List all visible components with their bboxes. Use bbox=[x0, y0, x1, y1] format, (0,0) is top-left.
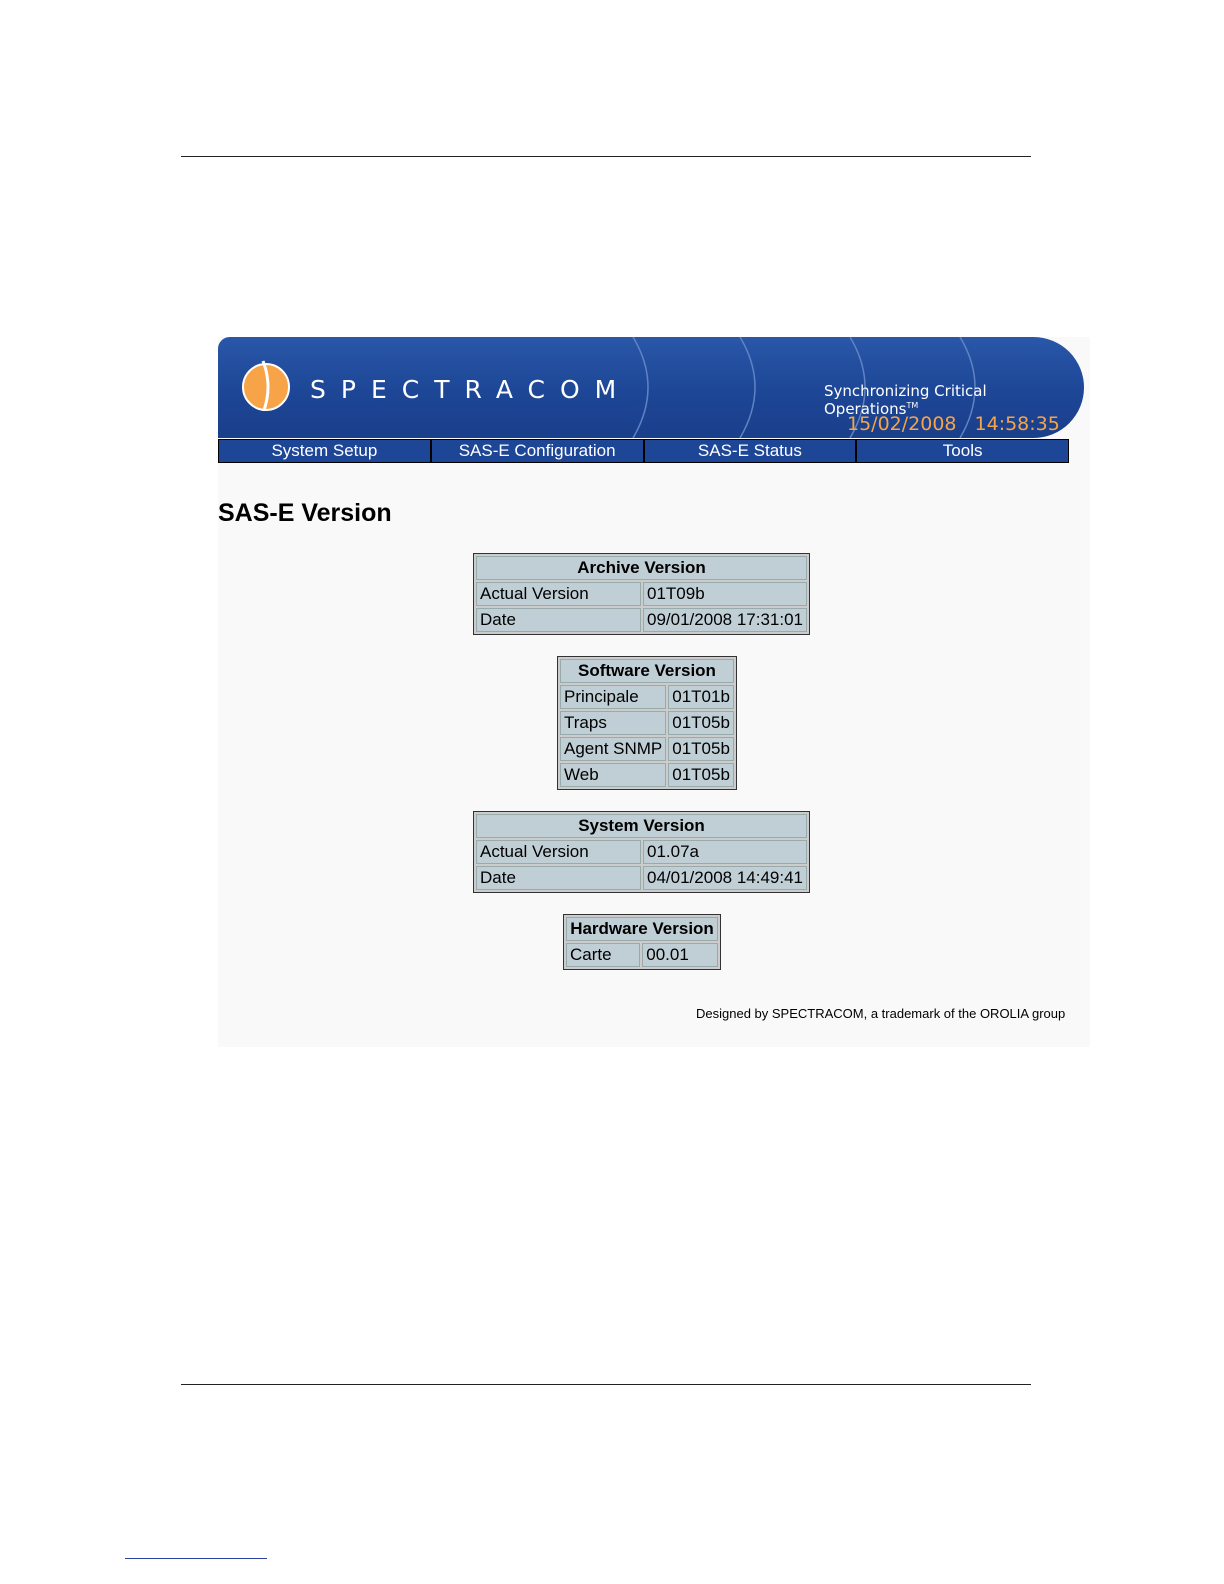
trademark-mark: TM bbox=[906, 401, 919, 410]
table-row bbox=[566, 943, 718, 967]
table-row bbox=[476, 840, 807, 864]
banner bbox=[218, 337, 1084, 438]
table-title: Software Version bbox=[560, 659, 734, 683]
app-window bbox=[218, 337, 1090, 1047]
row-label: Traps bbox=[560, 711, 666, 735]
table-row bbox=[560, 737, 734, 761]
table-row bbox=[476, 866, 807, 890]
table-row bbox=[560, 711, 734, 735]
tab-tools[interactable]: Tools bbox=[942, 441, 983, 460]
row-value: 01.07a bbox=[643, 840, 807, 864]
row-label: Web bbox=[560, 763, 666, 787]
designed-by-footer: Designed by SPECTRACOM, a trademark of the OROLIA group bbox=[696, 1006, 1066, 1021]
table-row bbox=[476, 608, 807, 632]
table-row bbox=[560, 685, 734, 709]
current-time: 14:58:35 bbox=[974, 413, 1060, 435]
row-value: 01T09b bbox=[643, 582, 807, 606]
hardware-version-table bbox=[563, 914, 721, 970]
row-value: 01T01b bbox=[668, 685, 734, 709]
row-label: Date bbox=[476, 866, 641, 890]
row-label: Carte bbox=[566, 943, 640, 967]
row-value: 04/01/2008 14:49:41 bbox=[643, 866, 807, 890]
row-value: 09/01/2008 17:31:01 bbox=[643, 608, 807, 632]
current-date: 15/02/2008 bbox=[847, 413, 957, 435]
archive-version-table bbox=[473, 553, 810, 635]
table-title: Hardware Version bbox=[566, 917, 718, 941]
tab-sas-e-configuration[interactable]: SAS-E Configuration bbox=[432, 440, 645, 462]
row-label: Actual Version bbox=[476, 840, 641, 864]
footer-rule bbox=[181, 1384, 1031, 1385]
spectracom-logo-icon bbox=[240, 359, 292, 411]
tab-sas-e-status[interactable]: SAS-E Status bbox=[645, 440, 858, 462]
row-value: 00.01 bbox=[642, 943, 718, 967]
tab-system-setup[interactable]: System Setup bbox=[219, 440, 432, 462]
table-title: System Version bbox=[476, 814, 807, 838]
table-row bbox=[476, 582, 807, 606]
brand-name: SPECTRACOM bbox=[310, 375, 632, 404]
page-title: SAS-E Version bbox=[218, 499, 392, 527]
header-rule bbox=[181, 156, 1031, 157]
row-label: Agent SNMP bbox=[560, 737, 666, 761]
table-title: Archive Version bbox=[476, 556, 807, 580]
table-row bbox=[560, 763, 734, 787]
row-value: 01T05b bbox=[668, 737, 734, 761]
footnote-rule bbox=[125, 1558, 267, 1559]
tagline-text: Synchronizing Critical Operations bbox=[824, 382, 987, 418]
software-version-table bbox=[557, 656, 737, 790]
current-datetime bbox=[847, 413, 1060, 435]
row-value: 01T05b bbox=[668, 711, 734, 735]
row-label: Date bbox=[476, 608, 641, 632]
row-label: Actual Version bbox=[476, 582, 641, 606]
system-version-table bbox=[473, 811, 810, 893]
main-nav bbox=[218, 439, 1069, 463]
row-label: Principale bbox=[560, 685, 666, 709]
row-value: 01T05b bbox=[668, 763, 734, 787]
